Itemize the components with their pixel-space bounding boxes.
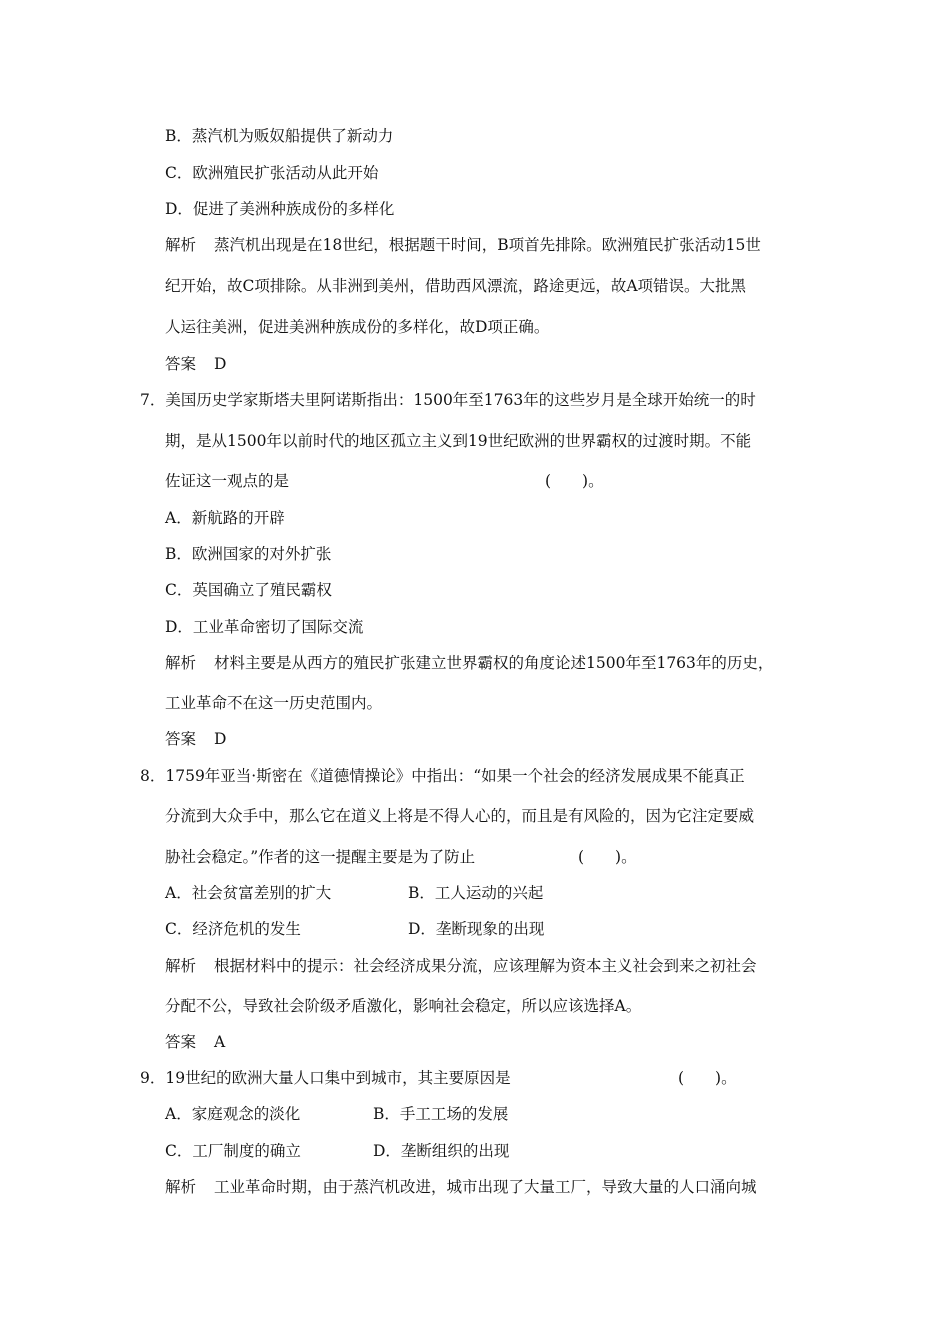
q8-stem-line2: 分流到大众手中，那么它在道义上将是不得人心的，而且是有风险的，因为它注定要威 (165, 807, 755, 825)
q9-option-d: D．垄断组织的出现 (373, 1142, 510, 1160)
q6-analysis-line1 (165, 234, 761, 256)
q7-stem-line2: 期，是从1500年以前时代的地区孤立主义到19世纪欧洲的世界霸权的过渡时期。不能 (165, 432, 752, 450)
q8-answer (165, 1031, 225, 1053)
q6-option-c: C．欧洲殖民扩张活动从此开始 (165, 164, 379, 182)
q6-answer-label: 答案 (165, 355, 197, 373)
q7-answer-label: 答案 (165, 730, 197, 748)
q6-option-d: D．促进了美洲种族成份的多样化 (165, 200, 395, 218)
q7-analysis-line1 (165, 652, 773, 674)
q8-analysis-label: 解析 (165, 957, 197, 975)
q9-answer-blank: ( )。 (678, 1069, 737, 1087)
q8-answer-value: A (214, 1033, 226, 1051)
q9-stem-line1: 9．19世纪的欧洲大量人口集中到城市，其主要原因是 (140, 1069, 511, 1087)
q6-analysis-label: 解析 (165, 236, 197, 254)
q8-option-d: D．垄断现象的出现 (408, 920, 545, 938)
q8-answer-label: 答案 (165, 1033, 197, 1051)
q8-option-a: A．社会贫富差别的扩大 (165, 884, 332, 902)
q7-analysis-text1: 材料主要是从西方的殖民扩张建立世界霸权的角度论述1500年至1763年的历史， (214, 654, 774, 672)
q9-analysis-label: 解析 (165, 1178, 197, 1196)
q8-option-c: C．经济危机的发生 (165, 920, 301, 938)
q8-analysis-line2: 分配不公，导致社会阶级矛盾激化，影响社会稳定，所以应该选择A。 (165, 997, 642, 1015)
q7-analysis-label: 解析 (165, 654, 197, 672)
q7-answer-blank: ( )。 (545, 472, 604, 490)
q7-stem-line3: 佐证这一观点的是 (165, 472, 290, 490)
q8-option-b: B．工人运动的兴起 (408, 884, 544, 902)
q8-stem-line3: 胁社会稳定。”作者的这一提醒主要是为了防止 (165, 848, 476, 866)
q7-answer (165, 728, 226, 750)
q6-answer (165, 353, 226, 375)
q6-option-b: B．蒸汽机为贩奴船提供了新动力 (165, 127, 394, 145)
q9-option-a: A．家庭观念的淡化 (165, 1105, 301, 1123)
q9-analysis-line1 (165, 1176, 757, 1198)
q9-analysis-text1: 工业革命时期，由于蒸汽机改进，城市出现了大量工厂，导致大量的人口涌向城 (214, 1178, 757, 1196)
q8-analysis-text1: 根据材料中的提示：社会经济成果分流，应该理解为资本主义社会到来之初社会 (214, 957, 757, 975)
q7-option-b: B．欧洲国家的对外扩张 (165, 545, 332, 563)
q7-answer-value: D (214, 730, 227, 748)
q6-analysis-line3: 人运往美洲，促进美洲种族成份的多样化，故D项正确。 (165, 318, 550, 336)
q8-answer-blank: ( )。 (578, 848, 637, 866)
q6-answer-value: D (214, 355, 227, 373)
q7-analysis-line2: 工业革命不在这一历史范围内。 (165, 694, 383, 712)
q7-stem-line1: 7．美国历史学家斯塔夫里阿诺斯指出：1500年至1763年的这些岁月是全球开始统一的时 (140, 391, 756, 409)
q9-option-b: B．手工工场的发展 (373, 1105, 509, 1123)
q7-option-c: C．英国确立了殖民霸权 (165, 581, 332, 599)
q6-analysis-text1: 蒸汽机出现是在18世纪，根据题干时间，B项首先排除。欧洲殖民扩张活动15世 (214, 236, 761, 254)
q6-analysis-line2: 纪开始，故C项排除。从非洲到美州，借助西风漂流，路途更远，故A项错误。大批黑 (165, 277, 747, 295)
q7-option-a: A．新航路的开辟 (165, 509, 285, 527)
q8-analysis-line1 (165, 955, 757, 977)
q7-option-d: D．工业革命密切了国际交流 (165, 618, 364, 636)
q9-option-c: C．工厂制度的确立 (165, 1142, 301, 1160)
q8-stem-line1: 8．1759年亚当·斯密在《道德情操论》中指出：“如果一个社会的经济发展成果不能真正 (140, 767, 745, 785)
